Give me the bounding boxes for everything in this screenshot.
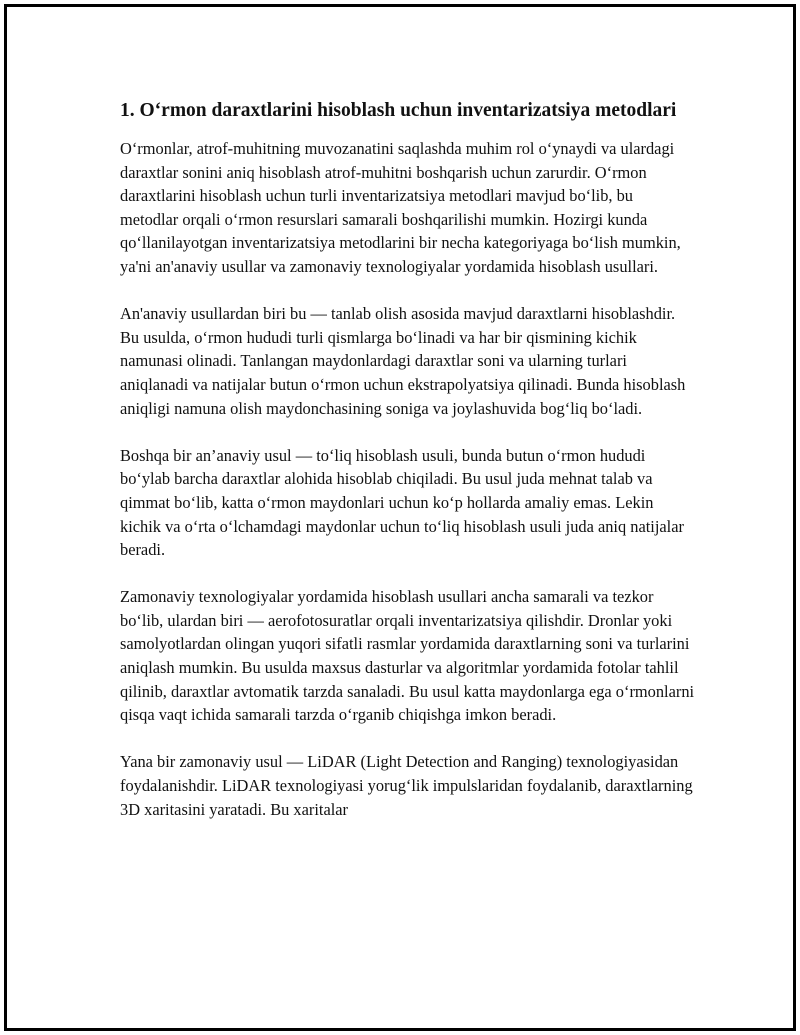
- page-frame: [4, 4, 796, 1031]
- paragraph-intro: O‘rmonlar, atrof-muhitning muvozanatini saqlashda muhim rol o‘ynaydi va ulardagi daraxtlar sonini aniq hisoblash atrof-muhitni boshqarish uchun zarurdir. O‘rmon daraxtlarini hisoblash uchun turli inventarizatsiya metodlari mavjud bo‘lib, bu metodlar orqali o‘rmon resurslari samarali boshqarilishi mumkin. Hozirgi kunda qo‘llanilayotgan inventarizatsiya metodlarini bir necha kategoriyaga bo‘lish mumkin, ya'ni an'anaviy usullar va zamonaviy texnologiyalar yordamida hisoblash usullari.: [120, 139, 681, 276]
- document-body: [120, 98, 695, 821]
- section-heading: 1. O‘rmon daraxtlarini hisoblash uchun inventarizatsiya metodlari: [120, 100, 677, 121]
- paragraph-aerial-photo-method: Zamonaviy texnologiyalar yordamida hisoblash usullari ancha samarali va tezkor bo‘lib, ulardan biri — aerofotosuratlar orqali inventarizatsiya qilishdir. Dronlar yoki samolyotlardan olingan yuqori sifatli rasmlar yordamida daraxtlarning soni va turlarini aniqlash mumkin. Bu usulda maxsus dasturlar va algoritmlar yordamida fotolar tahlil qilinib, daraxtlar avtomatik tarzda sanaladi. Bu usul katta maydonlarga ega o‘rmonlarni qisqa vaqt ichida samarali tarzda o‘rganib chiqishga imkon beradi.: [120, 587, 695, 725]
- paragraph-full-count-method: Boshqa bir an’anaviy usul — to‘liq hisoblash usuli, bunda butun o‘rmon hududi bo‘ylab barcha daraxtlar alohida hisoblab chiqiladi. Bu usul juda mehnat talab va qimmat bo‘lib, katta o‘rmon maydonlari uchun ko‘p hollarda amaliy emas. Lekin kichik va o‘rta o‘lchamdagi maydonlar uchun to‘liq hisoblash usuli juda aniq natijalar beradi.: [120, 445, 684, 560]
- paragraph-sampling-method: An'anaviy usullardan biri bu — tanlab olish asosida mavjud daraxtlarni hisoblashdir. Bu usulda, o‘rmon hududi turli qismlarga bo‘linadi va har bir qismining kichik namunasi olinadi. Tanlangan maydonlardagi daraxtlar soni va ularning turlari aniqlanadi va natijalar butun o‘rmon uchun ekstrapolyatsiya qilinadi. Bunda hisoblash aniqligi namuna olish maydonchasining soniga va joylashuvida bog‘liq bo‘ladi.: [120, 304, 686, 418]
- paragraph-lidar-method: Yana bir zamonaviy usul — LiDAR (Light Detection and Ranging) texnologiyasidan foydalanishdir. LiDAR texnologiyasi yorug‘lik impulslaridan foydalanib, daraxtlarning 3D xaritasini yaratadi. Bu xaritalar: [120, 752, 693, 819]
